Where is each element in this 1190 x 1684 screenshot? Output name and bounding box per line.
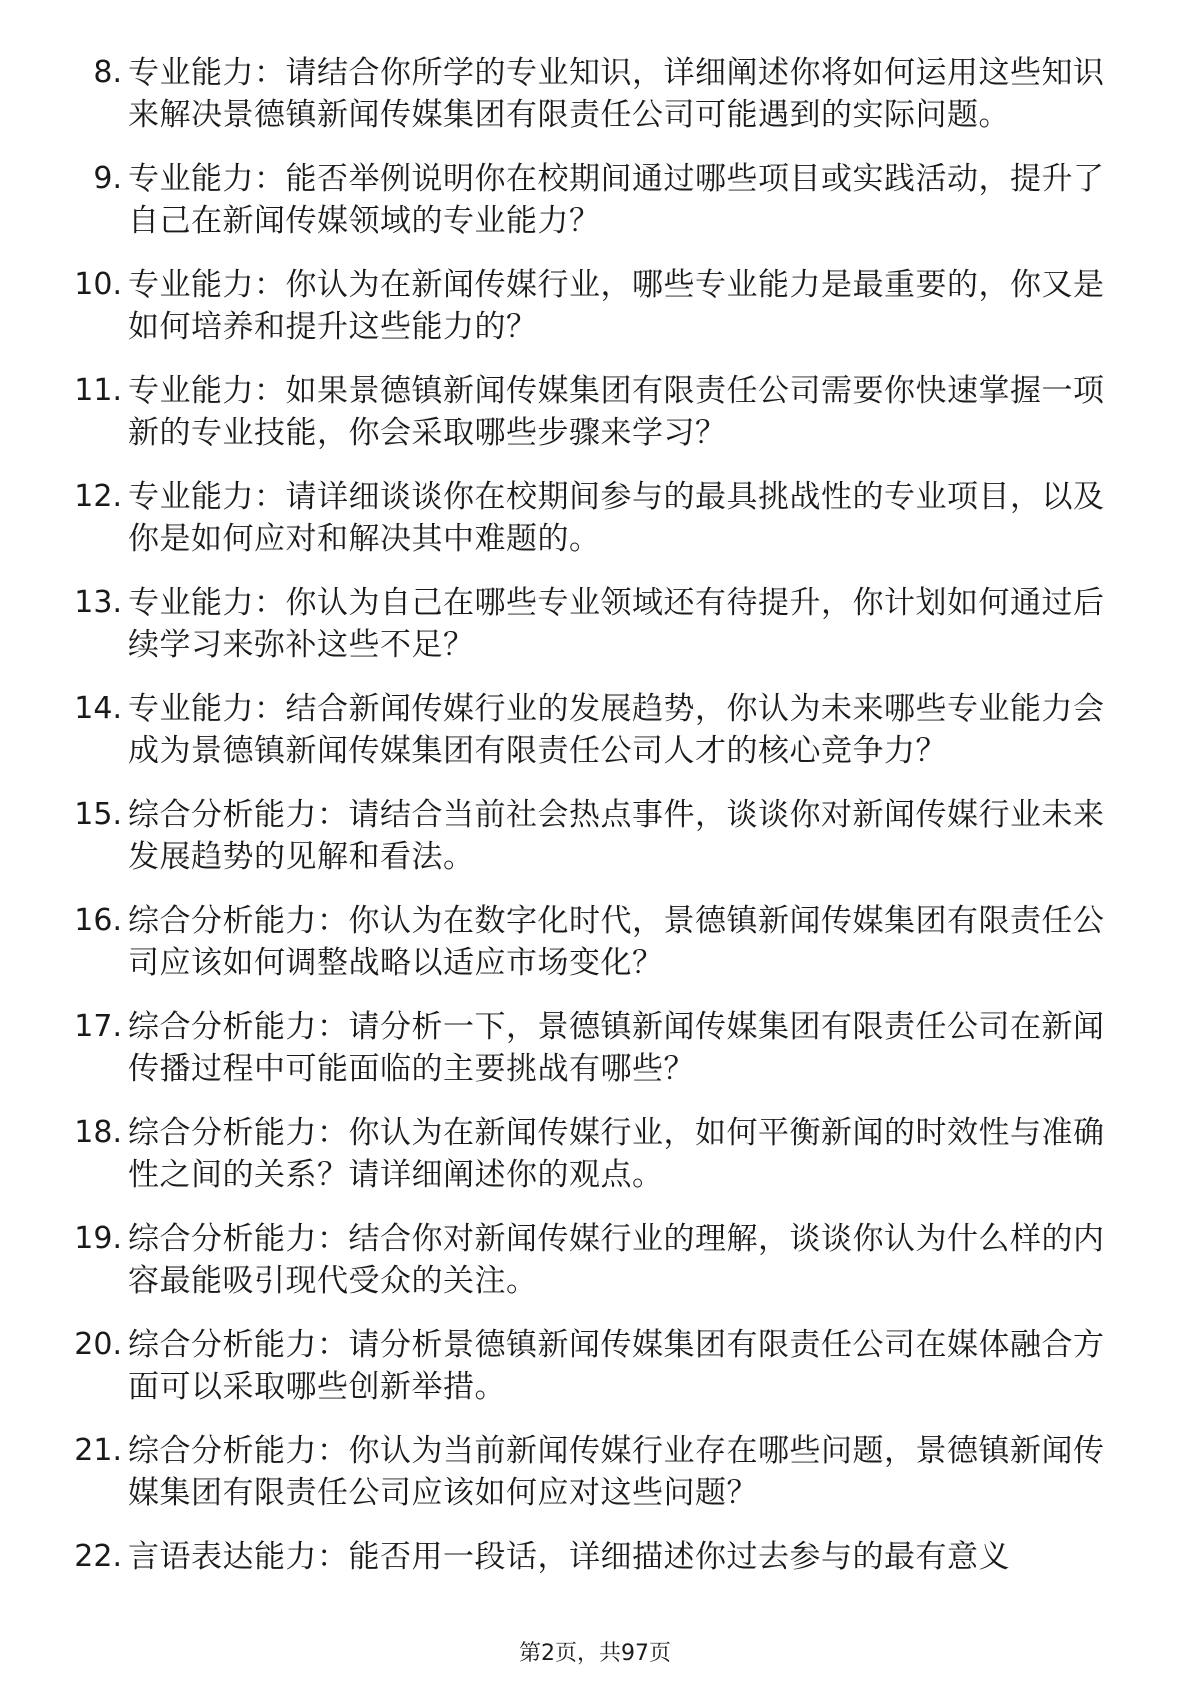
list-item [60, 582, 1120, 666]
question-text: 综合分析能力：你认为当前新闻传媒行业存在哪些问题，景德镇新闻传媒集团有限责任公司应该如何应对这些问题？ [128, 1433, 1105, 1511]
question-number: 11. [74, 373, 122, 408]
question-number: 22. [74, 1539, 122, 1574]
list-item [60, 370, 1120, 454]
question-list [60, 52, 1120, 1600]
question-text: 专业能力：请结合你所学的专业知识，详细阐述你将如何运用这些知识来解决景德镇新闻传媒集团有限责任公司可能遇到的实际问题。 [128, 55, 1105, 133]
list-item [60, 476, 1120, 560]
list-item [60, 900, 1120, 984]
list-item [60, 1324, 1120, 1408]
question-number: 16. [74, 903, 122, 938]
question-text: 综合分析能力：结合你对新闻传媒行业的理解，谈谈你认为什么样的内容最能吸引现代受众的关注。 [128, 1221, 1105, 1299]
question-number: 12. [74, 479, 122, 514]
list-item [60, 264, 1120, 348]
question-text: 专业能力：如果景德镇新闻传媒集团有限责任公司需要你快速掌握一项新的专业技能，你会采取哪些步骤来学习？ [128, 373, 1105, 451]
question-number: 19. [74, 1221, 122, 1256]
question-text: 综合分析能力：你认为在数字化时代，景德镇新闻传媒集团有限责任公司应该如何调整战略以适应市场变化？ [128, 903, 1105, 981]
question-text: 专业能力：结合新闻传媒行业的发展趋势，你认为未来哪些专业能力会成为景德镇新闻传媒集团有限责任公司人才的核心竞争力？ [128, 691, 1105, 769]
page-footer: 第2页，共97页 [519, 1641, 671, 1666]
question-number: 13. [74, 585, 122, 620]
question-text: 专业能力：请详细谈谈你在校期间参与的最具挑战性的专业项目，以及你是如何应对和解决其中难题的。 [128, 479, 1105, 557]
question-number: 9. [93, 161, 122, 196]
question-text: 专业能力：你认为在新闻传媒行业，哪些专业能力是最重要的，你又是如何培养和提升这些能力的？ [128, 267, 1105, 345]
question-number: 20. [74, 1327, 122, 1362]
question-number: 15. [74, 797, 122, 832]
question-number: 10. [74, 267, 122, 302]
question-text: 综合分析能力：请分析景德镇新闻传媒集团有限责任公司在媒体融合方面可以采取哪些创新举措。 [128, 1327, 1105, 1405]
question-text: 综合分析能力：请分析一下，景德镇新闻传媒集团有限责任公司在新闻传播过程中可能面临的主要挑战有哪些？ [128, 1009, 1105, 1087]
list-item [60, 1218, 1120, 1302]
question-text: 专业能力：你认为自己在哪些专业领域还有待提升，你计划如何通过后续学习来弥补这些不足？ [128, 585, 1105, 663]
question-text: 综合分析能力：你认为在新闻传媒行业，如何平衡新闻的时效性与准确性之间的关系？请详细阐述你的观点。 [128, 1115, 1105, 1193]
list-item [60, 794, 1120, 878]
list-item [60, 158, 1120, 242]
question-number: 14. [74, 691, 122, 726]
list-item [60, 1430, 1120, 1514]
question-number: 18. [74, 1115, 122, 1150]
list-item [60, 688, 1120, 772]
question-text: 言语表达能力：能否用一段话，详细描述你过去参与的最有意义 [128, 1539, 1010, 1575]
list-item [60, 52, 1120, 136]
question-text: 综合分析能力：请结合当前社会热点事件，谈谈你对新闻传媒行业未来发展趋势的见解和看法。 [128, 797, 1105, 875]
list-item [60, 1006, 1120, 1090]
question-number: 17. [74, 1009, 122, 1044]
list-item [60, 1112, 1120, 1196]
question-number: 8. [93, 55, 122, 90]
list-item [60, 1536, 1120, 1578]
question-text: 专业能力：能否举例说明你在校期间通过哪些项目或实践活动，提升了自己在新闻传媒领域的专业能力？ [128, 161, 1105, 239]
question-number: 21. [74, 1433, 122, 1468]
